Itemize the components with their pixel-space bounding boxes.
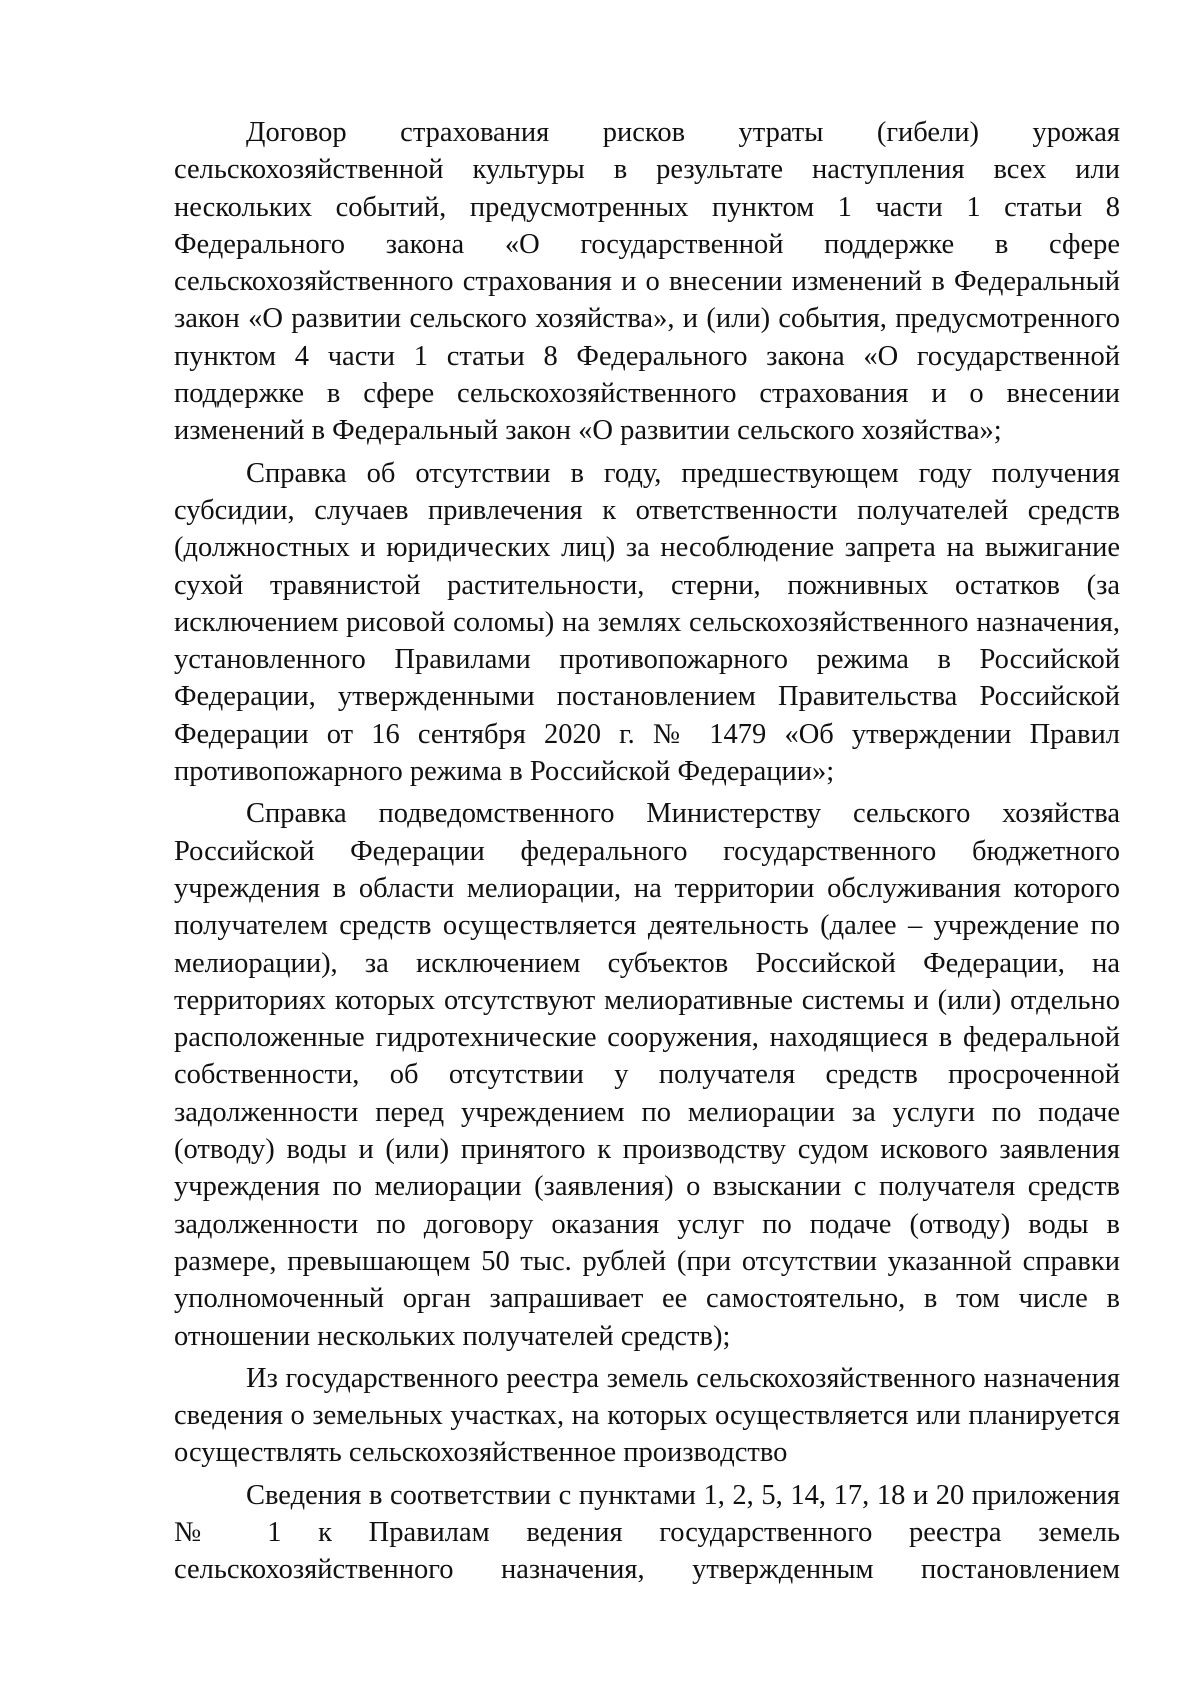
paragraph-melioration-certificate: Справка подведомственного Министерству сельского хозяйства Российской Федерации федерального государственного бюджетного учреждения в области мелиорации, на территории обслуживания которого получателем средств осуществляется деятельность (далее – учреждение по мелиорации), за исключением субъектов Российской Федерации, на территориях которых отсутствуют мелиоративные системы и (или) отдельно расположенные гидротехнические сооружения, находящиеся в федеральной собственности, об отсутствии у получателя средств просроченной задолженности перед учреждением по мелиорации за услуги по подаче (отводу) воды и (или) принятого к производству судом искового заявления учреждения по мелиорации (заявления) о взыскании с получателя средств задолженности по договору оказания услуг по подаче (отводу) воды в размере, превышающем 50 тыс. рублей (при отсутствии указанной справки уполномоченный орган запрашивает ее самостоятельно, в том числе в отношении нескольких получателей средств); bbox=[174, 798, 1120, 1352]
paragraph-registry-details: Сведения в соответствии с пунктами 1, 2, 5, 14, 17, 18 и 20 приложения № 1 к Правилам ведения государственного реестра земель сельскохозяйственного назначения, утвержденным постановлением bbox=[174, 1479, 1120, 1586]
paragraph-land-registry: Из государственного реестра земель сельскохозяйственного назначения сведения о земельных участках, на которых осуществляется или планируется осуществлять сельскохозяйственное производство bbox=[174, 1362, 1120, 1469]
paragraph-fire-safety-certificate: Справка об отсутствии в году, предшествующем году получения субсидии, случаев привлечения к ответственности получателей средств (должностных и юридических лиц) за несоблюдение запрета на выжигание сухой травянистой растительности, стерни, пожнивных остатков (за исключением рисовой соломы) на землях сельскохозяйственного назначения, установленного Правилами противопожарного режима в Российской Федерации, утвержденными постановлением Правительства Российской Федерации от 16 сентября 2020 г. № 1479 «Об утверждении Правил противопожарного режима в Российской Федерации»; bbox=[174, 457, 1120, 788]
paragraph-insurance-contract: Договор страхования рисков утраты (гибели) урожая сельскохозяйственной культуры в результате наступления всех или нескольких событий, предусмотренных пунктом 1 части 1 статьи 8 Федерального закона «О государственной поддержке в сфере сельскохозяйственного страхования и о внесении изменений в Федеральный закон «О развитии сельского хозяйства», и (или) события, предусмотренного пунктом 4 части 1 статьи 8 Федерального закона «О государственной поддержке в сфере сельскохозяйственного страхования и о внесении изменений в Федеральный закон «О развитии сельского хозяйства»; bbox=[174, 117, 1120, 447]
document-body bbox=[174, 114, 1120, 1589]
